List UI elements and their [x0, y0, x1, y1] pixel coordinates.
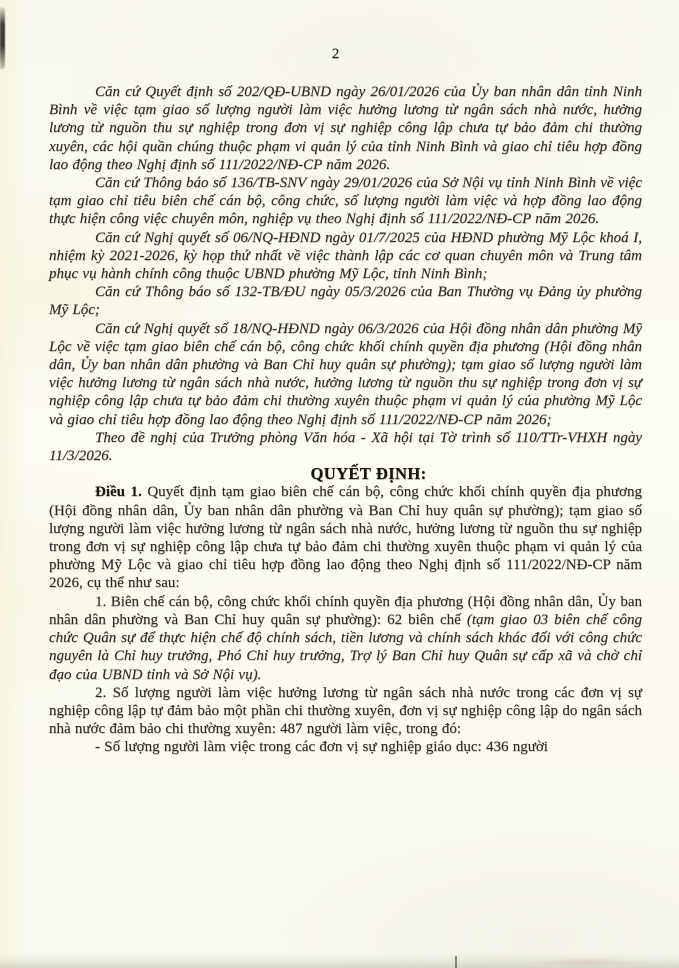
article-1-item-2: 2. Số lượng người làm việc hưởng lương từ ngân sách nhà nước trong các đơn vị sự nghiệp công lập tự đảm bảo một phần chi thường xuyên, đơn vị sự nghiệp công lập do ngân sách nhà nước đảm bảo chi thường xuyên: 487 người làm việc, trong đó: — [49, 684, 642, 738]
item-1-italic-note: (tạm giao 03 biên chế công chức Quân sự để thực hiện chế độ chính sách, tiền lương và chính sách khác đối với công chức nguyên là Chỉ huy trưởng, Phó Chỉ huy trưởng, Trợ lý Ban Chỉ huy Quân sự cấp xã và chờ chỉ đạo của UBND tỉnh và Sở Nội vụ). — [49, 611, 642, 683]
preamble-paragraph-6: Theo đề nghị của Trưởng phòng Văn hóa - Xã hội tại Tờ trình số 110/TTr-VHXH ngày 11/3/2026. — [49, 429, 642, 465]
article-1-item-1 — [49, 593, 642, 684]
document-body — [49, 83, 642, 757]
article-1-text: Quyết định tạm giao biên chế cán bộ, công chức khối chính quyền địa phương (Hội đồng nhân dân, Ủy ban nhân dân phường và Ban Chỉ huy quân sự phường); tạm giao số lượng người làm việc hưởng lương từ ngân sách nhà nước, hưởng lương từ nguồn thu sự nghiệp trong đơn vị sự nghiệp công lập chưa tự bảo đảm chi thường xuyên thuộc phạm vi quản lý của phường Mỹ Lộc và giao chỉ tiêu hợp đồng lao động theo Nghị định số 111/2022/NĐ-CP năm 2026, cụ thể như sau: — [49, 484, 642, 592]
scan-smudge — [521, 958, 651, 967]
scan-left-edge-tint — [0, 0, 28, 968]
preamble-paragraph-1: Căn cứ Quyết định số 202/QĐ-UBND ngày 26/01/2026 của Ủy ban nhân dân tỉnh Ninh Bình về việc tạm giao số lượng người làm việc hưởng lương từ ngân sách nhà nước, hưởng lương từ nguồn thu sự nghiệp trong đơn vị sự nghiệp công lập chưa tự bảo đảm chi thường xuyên, các hội quần chúng thuộc phạm vi quản lý của tỉnh Ninh Bình và giao chỉ tiêu hợp đồng lao động theo Nghị định số 111/2022/NĐ-CP năm 2026. — [49, 84, 642, 173]
preamble-paragraph-2: Căn cứ Thông báo số 136/TB-SNV ngày 29/01/2026 của Sở Nội vụ tỉnh Ninh Bình về việc tạm giao chỉ tiêu biên chế cán bộ, công chức, số lượng người làm việc và hợp đồng lao động thực hiện công việc chuyên môn, nghiệp vụ theo Nghị định số 111/2022/NĐ-CP năm 2026. — [49, 175, 642, 228]
preamble-paragraph-4: Căn cứ Thông báo số 132-TB/ĐU ngày 05/3/2026 của Ban Thường vụ Đảng ủy phường Mỹ Lộc; — [49, 284, 642, 319]
scan-artifact-line — [455, 956, 457, 968]
preamble-paragraph-5: Căn cứ Nghị quyết số 18/NQ-HĐND ngày 06/3/2026 của Hội đồng nhân dân phường Mỹ Lộc về việc tạm giao biên chế cán bộ, công chức khối chính quyền địa phương (Hội đồng nhân dân, Ủy ban nhân dân phường và Ban Chỉ huy quân sự phường); tạm giao số lượng người làm việc hưởng lương từ ngân sách nhà nước, hưởng lương từ nguồn thu sự nghiệp trong đơn vị sự nghiệp công lập chưa tự bảo đảm chi thường xuyên thuộc phạm vi quản lý của phường Mỹ Lộc và giao chỉ tiêu hợp đồng lao động theo Nghị định số 111/2022/NĐ-CP năm 2026; — [49, 320, 642, 428]
article-1-item-3: - Số lượng người làm việc trong các đơn vị sự nghiệp giáo dục: 436 người — [95, 739, 548, 756]
decision-heading: QUYẾT ĐỊNH: — [310, 464, 427, 484]
item-1-text: 1. Biên chế cán bộ, công chức khối chính quyền địa phương (Hội đồng nhân dân, Ủy ban nhân dân phường và Ban Chỉ huy quân sự phường): 62 biên chế — [49, 593, 642, 628]
article-1-paragraph — [49, 483, 642, 592]
article-1-label: Điều 1. — [95, 484, 142, 501]
preamble-paragraph-3: Căn cứ Nghị quyết số 06/NQ-HĐND ngày 01/7/2025 của HĐND phường Mỹ Lộc khoá I, nhiệm kỳ 2021-2026, kỳ họp thứ nhất về việc thành lập các cơ quan chuyên môn và Trung tâm phục vụ hành chính công thuộc UBND phường Mỹ Lộc, tỉnh Ninh Bình; — [49, 229, 642, 283]
page-number: 2 — [331, 46, 340, 62]
